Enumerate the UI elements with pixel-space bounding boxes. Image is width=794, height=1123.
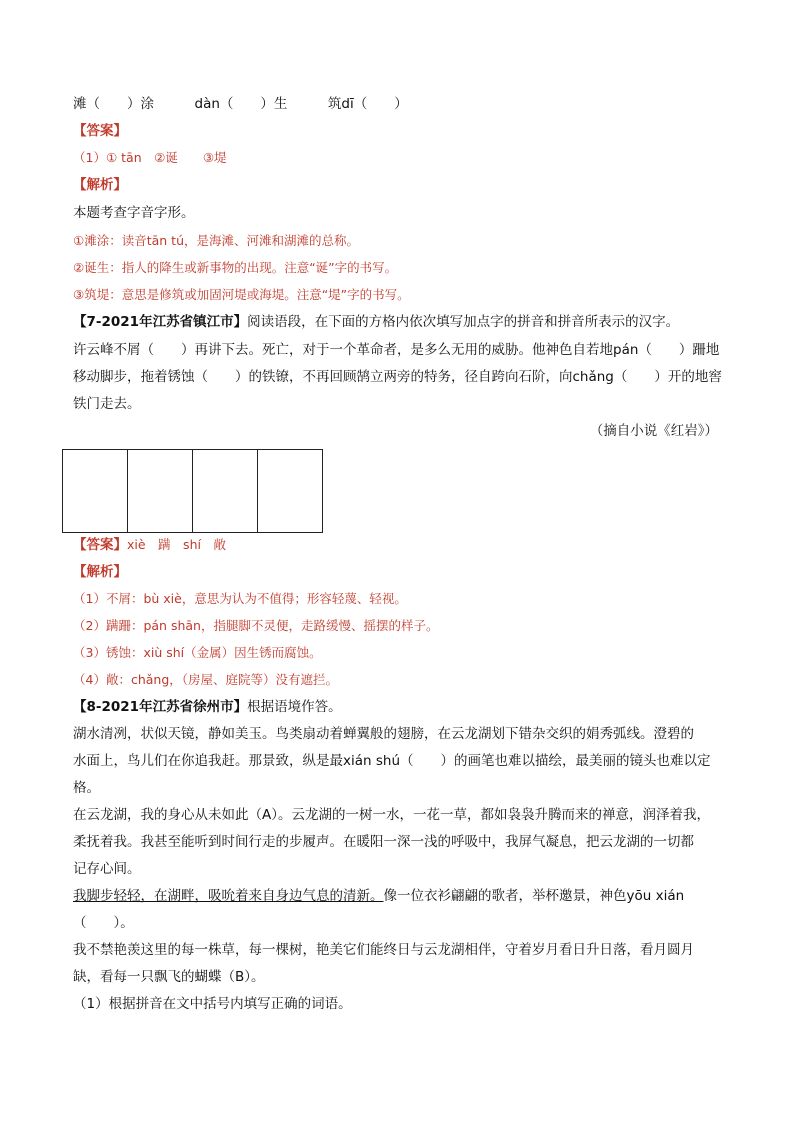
passage-line: 铁门走去。 <box>73 396 141 412</box>
analysis-tag: 【解析】 <box>73 564 127 580</box>
passage-line: 在云龙湖，我的身心从未如此（A）。云龙湖的一树一水，一花一草，都如袅袅升腾而来的禅意，润泽着我， <box>73 807 710 823</box>
question-7-header <box>73 312 679 332</box>
passage-line: 柔抚着我。我甚至能听到时间行走的步履声。在暖阳一深一浅的呼吸中，我屏气凝息，把云龙湖的一切都 <box>73 834 694 850</box>
answer-text: xiè 蹒 shí 敞 <box>127 537 226 552</box>
analysis-tag: 【解析】 <box>73 177 127 193</box>
question-7-heading: 【7-2021年江苏省镇江市】 <box>73 314 248 330</box>
passage-line: 湖水清冽，状似天镜，静如美玉。鸟类扇动着蝉翼般的翅膀，在云龙湖划下错杂交织的娟秀弧线。澄碧的 <box>73 726 694 742</box>
answer-box[interactable] <box>62 449 128 533</box>
passage-line: 许云峰不屑（ ）再讲下去。死亡，对于一个革命者，是多么无用的威胁。他神色自若地pán（ ）跚地 <box>73 342 720 358</box>
passage-line: 移动脚步，拖着锈蚀（ ）的铁镣，不再回顾鹄立两旁的特务，径自跨向石阶，向chǎng（ ）开的地窖 <box>73 369 722 385</box>
analysis-point: ①滩涂：读音tān tú，是海滩、河滩和湖滩的总称。 <box>73 233 359 248</box>
answer-grid <box>62 449 326 533</box>
analysis-point: （4）敞：chǎng，（房屋、庭院等）没有遮拦。 <box>73 672 339 687</box>
answer-tag: 【答案】 <box>73 123 127 139</box>
passage-line: 格。 <box>73 780 100 796</box>
question-8-heading: 【8-2021年江苏省徐州市】 <box>73 699 248 715</box>
analysis-point: ②诞生：指人的降生或新事物的出现。注意“诞”字的书写。 <box>73 260 398 275</box>
fill-blank-line: 滩（ ）涂 dàn（ ）生 筑dī（ ） <box>73 96 408 112</box>
answer-box[interactable] <box>257 449 323 533</box>
answer-box[interactable] <box>127 449 193 533</box>
passage-line: 记存心间。 <box>73 861 141 877</box>
analysis-point: （1）不屑：bù xiè，意思为认为不值得；形容轻蔑、轻视。 <box>73 591 407 606</box>
sub-question: （1）根据拼音在文中括号内填写正确的词语。 <box>73 996 352 1012</box>
answer-box[interactable] <box>192 449 258 533</box>
analysis-point: （3）锈蚀：xiù shí（金属）因生锈而腐蚀。 <box>73 645 322 660</box>
passage-line: （ ）。 <box>73 915 134 931</box>
analysis-point: （2）蹒跚：pán shān，指腿脚不灵便，走路缓慢、摇摆的样子。 <box>73 618 439 633</box>
underlined-sentence: 我脚步轻轻，在湖畔，吸吮着来自身边气息的清新。 <box>73 888 384 904</box>
analysis-intro: 本题考查字音字形。 <box>73 205 195 221</box>
question-8-header <box>73 697 342 717</box>
analysis-point: ③筑堤：意思是修筑或加固河堤或海堤。注意“堤”字的书写。 <box>73 287 410 302</box>
passage-text: 像一位衣衫翩翩的歌者，举杯邀景，神色yōu xián <box>383 888 685 904</box>
passage-line: 水面上，鸟儿们在你追我赶。那景致，纵是最xián shú（ ）的画笔也难以描绘，最美丽的镜头也难以定 <box>73 753 711 769</box>
passage-line: 我不禁艳羡这里的每一株草，每一棵树，艳美它们能终日与云龙湖相伴，守着岁月看日升日落，看月圆月 <box>73 942 694 958</box>
answer-tag: 【答案】 <box>73 537 127 553</box>
source-citation: （摘自小说《红岩》） <box>589 423 718 439</box>
passage-line: 缺，看每一只飘飞的蝴蝶（B）。 <box>73 969 265 985</box>
question-7-instruction: 阅读语段，在下面的方格内依次填写加点字的拼音和拼音所表示的汉字。 <box>247 314 680 330</box>
question-8-instruction: 根据语境作答。 <box>247 699 342 715</box>
passage-line <box>73 886 684 906</box>
answer-text: （1）① tān ②诞 ③堤 <box>73 150 227 165</box>
answer-line <box>73 535 226 555</box>
